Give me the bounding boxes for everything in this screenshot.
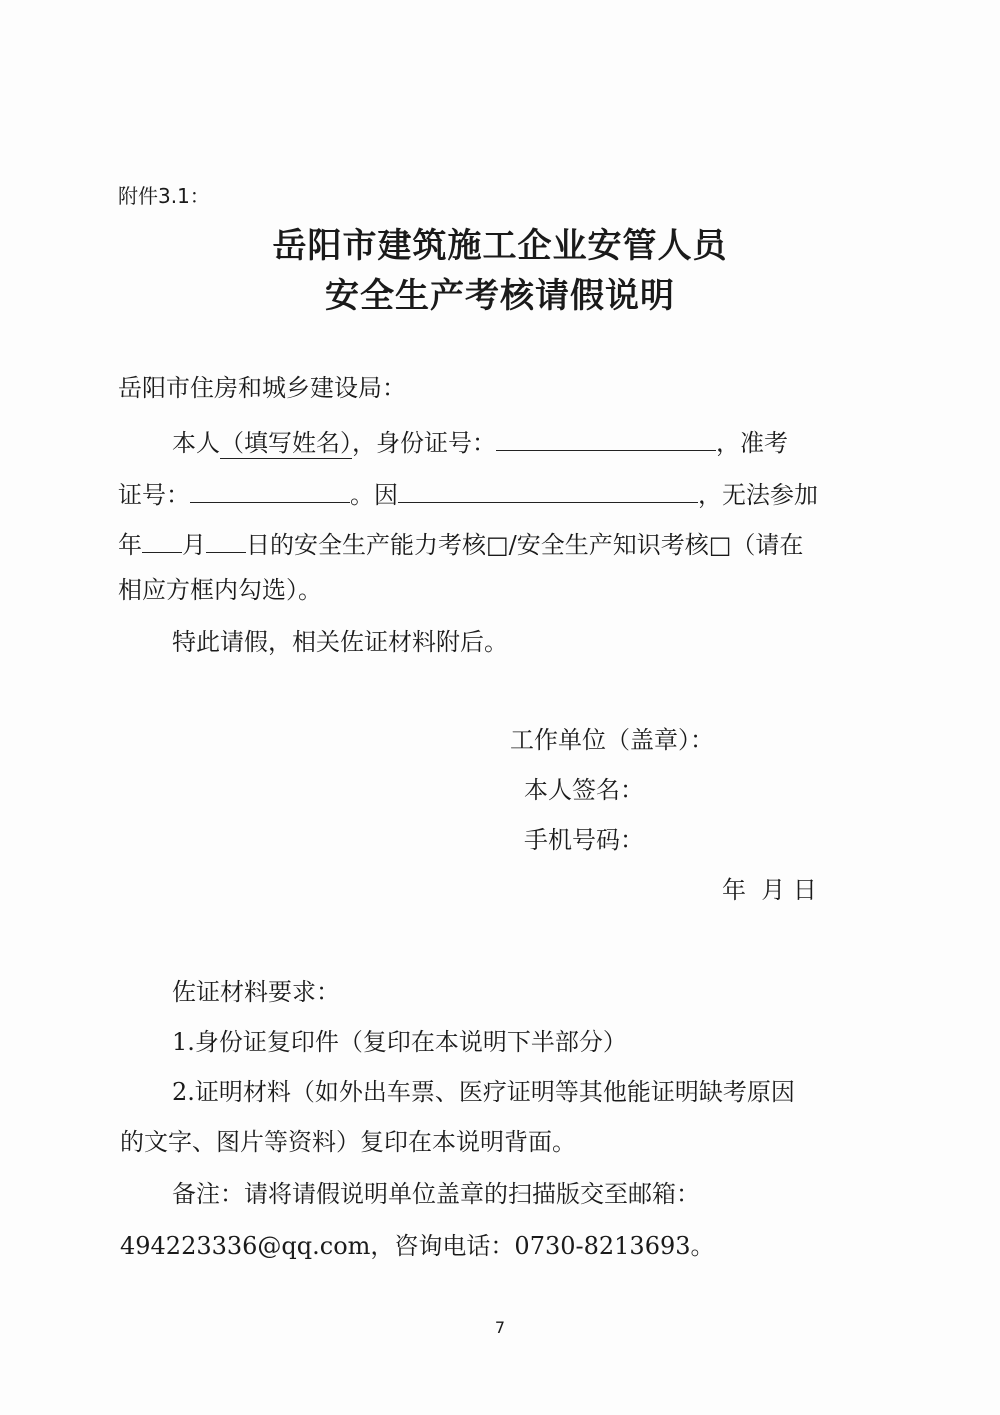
month-label: 月: [182, 531, 206, 559]
exam-type-text: 日的安全生产能力考核□/安全生产知识考核□（请在: [246, 531, 804, 559]
note-line1: 备注：请将请假说明单位盖章的扫描版交至邮箱：: [172, 1180, 700, 1208]
para1-line4: 相应方框内勾选）。: [118, 576, 322, 604]
para1-line1: [172, 426, 852, 455]
month-blank[interactable]: [142, 528, 182, 553]
addressee: 岳阳市住房和城乡建设局：: [118, 374, 406, 402]
title-line-1: 岳阳市建筑施工企业安管人员: [272, 226, 728, 266]
signature-label: 本人签名：: [524, 776, 644, 804]
because: 。因: [350, 481, 398, 509]
requirement-1: 1.身份证复印件（复印在本说明下半部分）: [172, 1028, 627, 1056]
requirement-2-line1: 2.证明材料（如外出车票、医疗证明等其他能证明缺考原因: [172, 1078, 795, 1106]
note-line2: 494223336@qq.com，咨询电话：0730-8213693。: [120, 1232, 715, 1260]
page-number: 7: [494, 1318, 506, 1337]
title-line-2: 安全生产考核请假说明: [325, 276, 675, 316]
requirement-2-line2: 的文字、图片等资料）复印在本说明背面。: [120, 1128, 576, 1156]
requirements-title: 佐证材料要求：: [172, 978, 340, 1006]
id-label: ，身份证号：: [352, 429, 496, 457]
name-hint: （填写姓名）: [220, 429, 352, 457]
para2: 特此请假，相关佐证材料附后。: [172, 628, 508, 656]
exam-number-blank[interactable]: [190, 478, 350, 503]
attachment-label: 附件3.1：: [118, 184, 210, 208]
para1-line2: [118, 478, 858, 507]
para1-pre: 本人: [172, 429, 220, 457]
year-label: 年: [118, 531, 142, 559]
work-unit-label: 工作单位（盖章）：: [510, 726, 714, 754]
day-blank[interactable]: [206, 528, 246, 553]
id-number-blank[interactable]: [496, 426, 716, 451]
exam-label: 证号：: [118, 481, 190, 509]
date-line: 年 月 日: [722, 876, 817, 904]
phone-label: 手机号码：: [524, 826, 644, 854]
para1-line3: [118, 528, 858, 557]
exam-prefix: ，准考: [716, 429, 788, 457]
reason-blank[interactable]: [398, 478, 698, 503]
cannot-attend: ，无法参加: [698, 481, 818, 509]
